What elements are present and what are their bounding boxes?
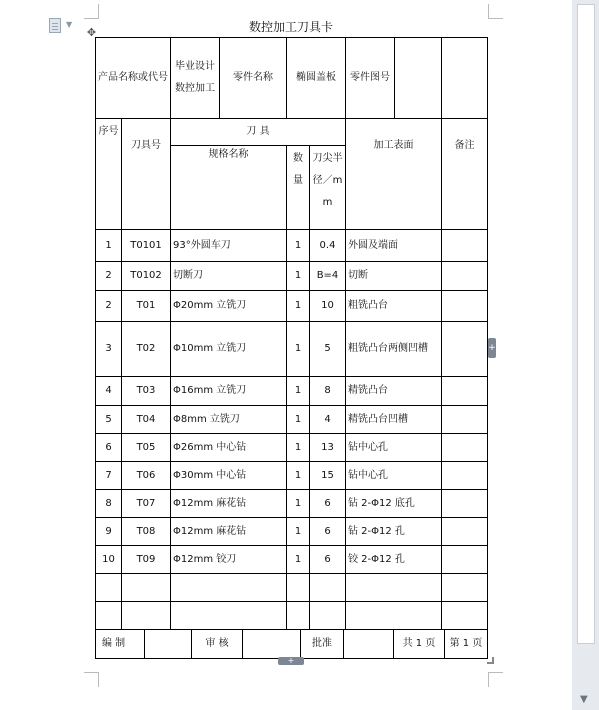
cell-remark (442, 291, 488, 322)
page-number: 第 1 页 (449, 638, 483, 649)
cell-seq: 2 (96, 291, 122, 322)
col-remark-header: 备注 (442, 119, 488, 230)
cell-spec: Φ20mm 立铣刀 (171, 291, 287, 322)
cell-qty: 1 (287, 377, 310, 406)
cell-radius: 10 (310, 291, 346, 322)
cell-radius: 6 (310, 546, 346, 574)
table-row (96, 434, 488, 462)
approve-label: 批准 (301, 630, 344, 658)
empty-row (96, 602, 488, 630)
col-tool-group-header: 刀 具 (171, 119, 346, 146)
table-resize-icon[interactable] (487, 657, 494, 664)
product-label-cell: 产品名称或代号 (96, 38, 171, 119)
cell-remark (442, 518, 488, 546)
cell-qty: 1 (287, 291, 310, 322)
cell-seq: 3 (96, 322, 122, 377)
cell-surface: 铰 2-Φ12 孔 (346, 546, 442, 574)
cell-tool-no: T07 (122, 490, 171, 518)
cell-radius: 6 (310, 490, 346, 518)
cell-seq: 4 (96, 377, 122, 406)
add-row-plus-icon[interactable]: + (278, 657, 304, 665)
cell-surface: 精铣凸台凹槽 (346, 406, 442, 434)
cell-qty: 1 (287, 462, 310, 490)
cell-radius: 6 (310, 518, 346, 546)
cell-surface: 钻 2-Φ12 底孔 (346, 490, 442, 518)
cell-radius: 0.4 (310, 230, 346, 262)
compile-value (145, 630, 192, 658)
table-row (96, 262, 488, 291)
cell-tool-no: T06 (122, 462, 171, 490)
col-radius-header: 刀尖半径／mm (310, 146, 346, 230)
review-label: 审 核 (192, 630, 243, 658)
cell-spec: Φ26mm 中心钻 (171, 434, 287, 462)
cell-qty: 1 (287, 322, 310, 377)
cell-tool-no: T08 (122, 518, 171, 546)
chevron-down-icon[interactable]: ▼ (66, 20, 73, 29)
cell-qty: 1 (287, 406, 310, 434)
cell-seq: 9 (96, 518, 122, 546)
cell-remark (442, 377, 488, 406)
page-margin-corner-top-left (84, 4, 99, 19)
cell-seq: 10 (96, 546, 122, 574)
table-row (96, 518, 488, 546)
cell-seq: 8 (96, 490, 122, 518)
cell-seq: 6 (96, 434, 122, 462)
cell-radius: B=4 (310, 262, 346, 291)
empty-row (96, 574, 488, 602)
cell-remark (442, 546, 488, 574)
col-tool-no-header: 刀具号 (122, 119, 171, 230)
part-name-label: 零件名称 (233, 72, 273, 83)
cell-qty: 1 (287, 546, 310, 574)
signature-row (96, 630, 488, 659)
cell-qty: 1 (287, 262, 310, 291)
table-row (96, 377, 488, 406)
cell-spec: Φ12mm 麻花钻 (171, 518, 287, 546)
cell-qty: 1 (287, 490, 310, 518)
cell-qty: 1 (287, 434, 310, 462)
scrollbar-thumb[interactable] (577, 4, 595, 644)
cell-spec: Φ12mm 铰刀 (171, 546, 287, 574)
cell-spec: Φ16mm 立铣刀 (171, 377, 287, 406)
cell-tool-no: T0101 (122, 230, 171, 262)
cell-radius: 13 (310, 434, 346, 462)
cell-spec: 切断刀 (171, 262, 287, 291)
header-info-cell (171, 38, 287, 119)
scroll-down-arrow-icon[interactable]: ▼ (580, 694, 588, 705)
cell-tool-no: T03 (122, 377, 171, 406)
cell-surface: 粗铣凸台两侧凹槽 (346, 322, 442, 377)
cell-surface: 精铣凸台 (346, 377, 442, 406)
page-margin-corner-bottom-left (84, 672, 99, 687)
cell-qty: 1 (287, 230, 310, 262)
signature-cell (96, 630, 488, 659)
document-icon[interactable] (49, 18, 61, 33)
cell-spec: 93°外圆车刀 (171, 230, 287, 262)
page-margin-corner-bottom-right (488, 672, 503, 687)
table-row (96, 490, 488, 518)
cell-remark (442, 406, 488, 434)
table-row (96, 406, 488, 434)
col-qty-header: 数量 (287, 146, 310, 230)
cell-seq: 5 (96, 406, 122, 434)
cell-surface: 外圆及端面 (346, 230, 442, 262)
cell-seq: 2 (96, 262, 122, 291)
col-surface-header: 加工表面 (346, 119, 442, 230)
cell-tool-no: T0102 (122, 262, 171, 291)
review-value (243, 630, 301, 658)
product-value: 毕业设计数控加工 (171, 38, 220, 118)
cell-remark (442, 230, 488, 262)
part-name-value: 椭圆盖板 (287, 38, 346, 119)
col-spec-header: 规格名称 (171, 146, 287, 230)
header-empty-cell (442, 38, 488, 119)
cell-tool-no: T04 (122, 406, 171, 434)
cell-spec: Φ30mm 中心钻 (171, 462, 287, 490)
cell-radius: 15 (310, 462, 346, 490)
part-drawing-label: 零件图号 (346, 38, 395, 118)
cell-qty: 1 (287, 518, 310, 546)
table-row (96, 322, 488, 377)
cell-remark (442, 262, 488, 291)
table-row (96, 546, 488, 574)
cell-spec: Φ8mm 立铣刀 (171, 406, 287, 434)
cell-spec: Φ12mm 麻花钻 (171, 490, 287, 518)
cell-radius: 4 (310, 406, 346, 434)
table-row (96, 291, 488, 322)
page-title: 数控加工刀具卡 (248, 20, 333, 34)
table-row (96, 462, 488, 490)
cell-radius: 8 (310, 377, 346, 406)
cell-tool-no: T09 (122, 546, 171, 574)
cell-remark (442, 434, 488, 462)
total-pages: 共 1 页 (394, 630, 445, 658)
add-column-plus-icon[interactable]: + (488, 338, 496, 358)
tool-card-table (95, 37, 488, 659)
approve-value (344, 630, 394, 658)
col-seq-header: 序号 (96, 119, 122, 230)
part-drawing-value (395, 38, 441, 118)
cell-radius: 5 (310, 322, 346, 377)
cell-seq: 1 (96, 230, 122, 262)
part-drawing-cell (346, 38, 442, 119)
cell-surface: 钻 2-Φ12 孔 (346, 518, 442, 546)
cell-seq: 7 (96, 462, 122, 490)
cell-remark (442, 462, 488, 490)
table-row (96, 230, 488, 262)
cell-surface: 切断 (346, 262, 442, 291)
cell-remark (442, 322, 488, 377)
cell-remark (442, 490, 488, 518)
cell-surface: 粗铣凸台 (346, 291, 442, 322)
cell-spec: Φ10mm 立铣刀 (171, 322, 287, 377)
compile-label: 编 制 (96, 630, 145, 658)
header-row (96, 38, 488, 119)
page-margin-corner-top-right (488, 4, 503, 19)
cell-tool-no: T02 (122, 322, 171, 377)
cell-tool-no: T05 (122, 434, 171, 462)
cell-surface: 钻中心孔 (346, 462, 442, 490)
move-cross-icon[interactable]: ✥ (86, 26, 97, 39)
cell-tool-no: T01 (122, 291, 171, 322)
cell-surface: 钻中心孔 (346, 434, 442, 462)
